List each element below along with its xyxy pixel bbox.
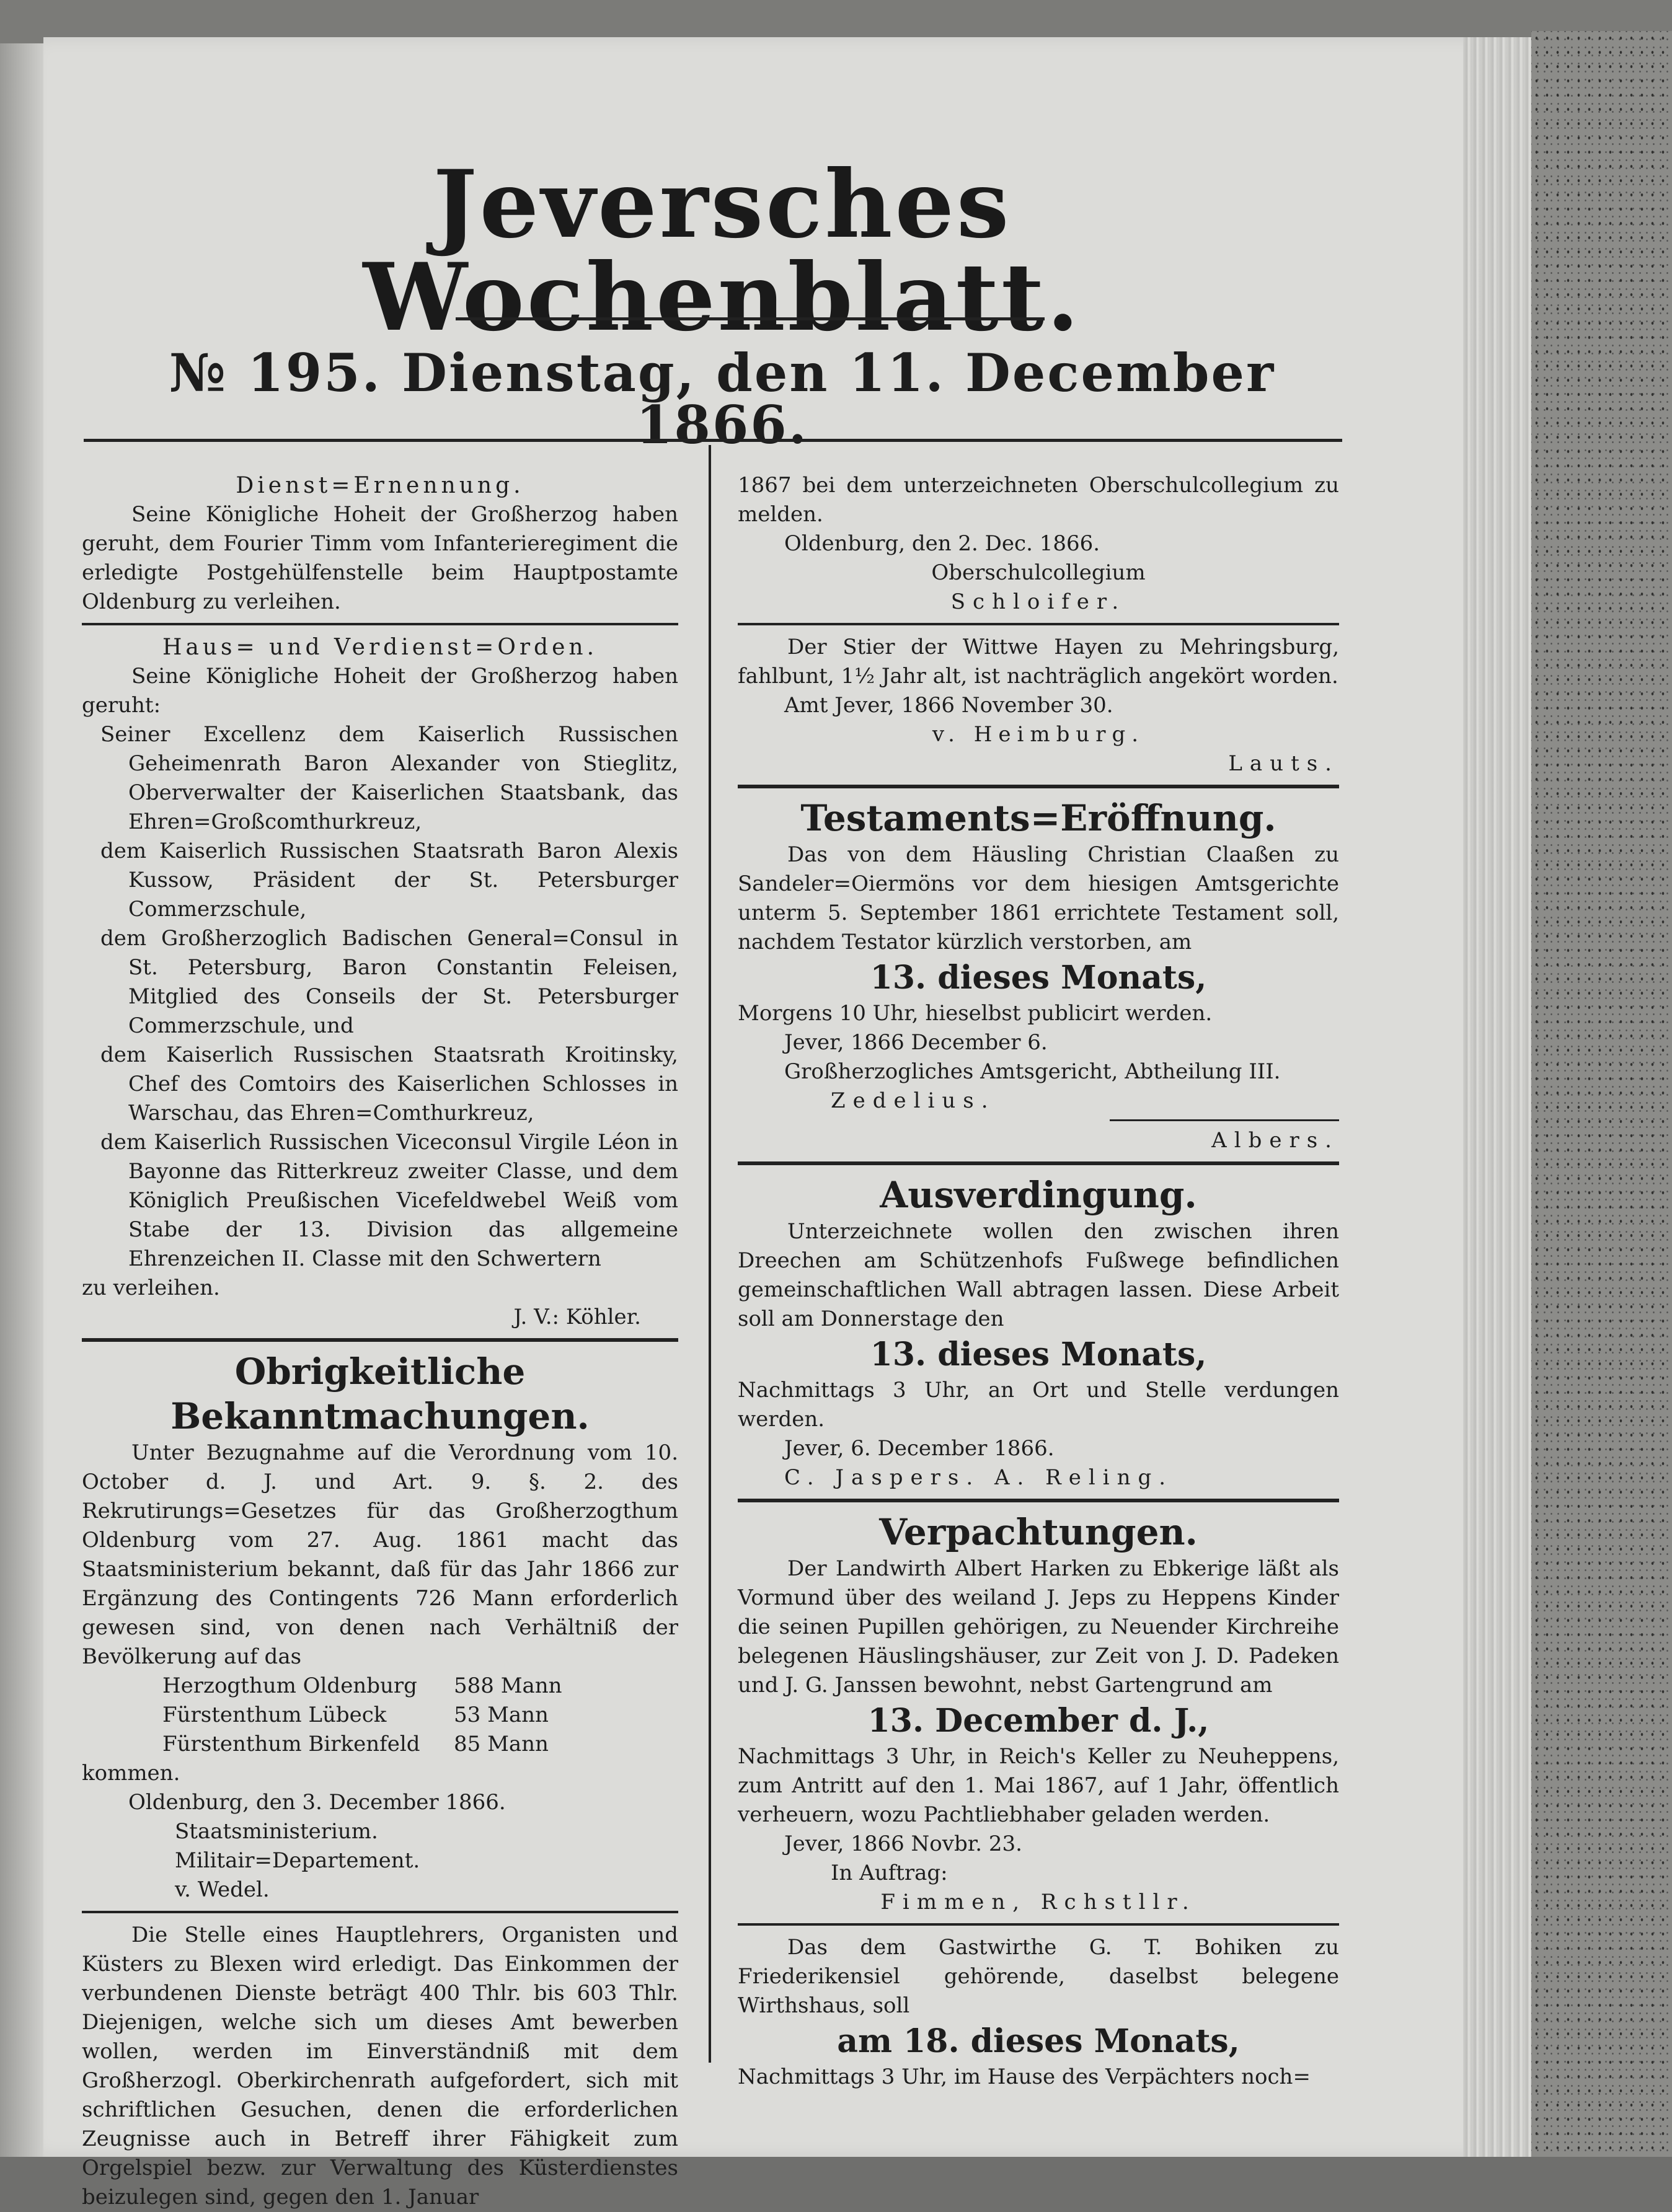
article-text: Unterzeichnete wollen den zwischen ihren Dreechen am Schützenhofs Fußwege befindlichen gemeinschaftlichen Wall abtragen lassen. Diese Arbeit soll am Donnerstage den — [738, 1219, 1339, 1331]
highlight-date: 13. dieses Monats, — [870, 1336, 1207, 1373]
divider — [738, 1923, 1339, 1926]
article-text: Nachmittags 3 Uhr, im Hause des Verpächters noch= — [738, 2064, 1311, 2089]
divider — [82, 1338, 678, 1342]
dateline: Jever, 1866 Novbr. 23. — [784, 1831, 1022, 1856]
dateline: Amt Jever, 1866 November 30. — [784, 693, 1113, 718]
list-item: dem Kaiserlich Russischen Viceconsul Virgile Léon in Bayonne das Ritterkreuz zweiter Classe, und dem Königlich Preußischen Vicefeldwebel Weiß vom Stabe der 13. Division das allgemeine Ehrenzeichen II. Classe mit den Schwertern — [100, 1130, 678, 1271]
list-item: dem Großherzoglich Badischen General=Consul in St. Petersburg, Baron Constantin Feleisen, Mitglied des Conseils der St. Petersburger Commerzschule, und — [100, 926, 678, 1038]
article-text: Morgens 10 Uhr, hieselbst publicirt werden. — [738, 1001, 1213, 1026]
signature: C. Jaspers. A. Reling. — [784, 1465, 1174, 1490]
article-text: Das dem Gastwirthe G. T. Bohiken zu Friederikensiel gehörende, daselbst belegene Wirthshaus, soll — [738, 1935, 1339, 2018]
divider — [738, 623, 1339, 625]
page-stack-edge — [1463, 37, 1531, 2157]
signature: Fimmen, Rchstllr. — [880, 1890, 1196, 1915]
article-text: Der Stier der Wittwe Hayen zu Mehringsburg, fahlbunt, 1½ Jahr alt, ist nachträglich angekört worden. — [738, 635, 1339, 689]
list-item: Seiner Excellenz dem Kaiserlich Russischen Geheimenrath Baron Alexander von Stieglitz, Oberverwalter der Kaiserlichen Staatsbank, das Ehren=Großcomthurkreuz, — [100, 722, 678, 834]
divider — [82, 623, 678, 625]
masthead-rule — [456, 317, 1045, 320]
article-text: Der Landwirth Albert Harken zu Ebkerige läßt als Vormund über des weiland J. Jeps zu Heppens Kinder die seinen Pupillen gehörigen, zu Neuender Kirchreihe belegenen Häuslingshäuser, zur Zeit von J. D. Padeken und J. G. Janssen bewohnt, nebst Gartengrund am — [738, 1556, 1339, 1698]
article-text: 1867 bei dem unterzeichneten Oberschulcollegium zu melden. — [738, 473, 1339, 527]
dateline: Jever, 1866 December 6. — [784, 1030, 1048, 1055]
left-column — [82, 471, 678, 2212]
divider — [738, 785, 1339, 788]
table-row — [82, 1672, 678, 1701]
header-rule — [84, 439, 1342, 442]
section-heading: Haus= und Verdienst=Orden. — [162, 635, 598, 660]
divider — [738, 1161, 1339, 1165]
highlight-date: 13. December d. J., — [867, 1702, 1210, 1740]
dateline: Jever, 6. December 1866. — [784, 1436, 1055, 1461]
article-text: Nachmittags 3 Uhr, in Reich's Keller zu Neuheppens, zum Antritt auf den 1. Mai 1867, auf 1 Jahr, öffentlich verheuern, wozu Pachtliebhaber geladen werden. — [738, 1744, 1339, 1827]
list-item: dem Kaiserlich Russischen Staatsrath Kroitinsky, Chef des Comtoirs des Kaiserlichen Schlosses in Warschau, das Ehren=Comthurkreuz, — [100, 1042, 678, 1126]
dateline: Oldenburg, den 2. Dec. 1866. — [784, 531, 1100, 556]
organisation: Militair=Departement. — [175, 1848, 420, 1873]
divider — [82, 1911, 678, 1913]
section-heading: Ausverdingung. — [880, 1174, 1197, 1216]
list-item: dem Kaiserlich Russischen Staatsrath Baron Alexis Kussow, Präsident der St. Petersburger Commerzschule, — [100, 839, 678, 922]
section-heading: Testaments=Eröffnung. — [800, 797, 1276, 839]
table-row — [82, 1730, 678, 1759]
signature: Lauts. — [1228, 751, 1339, 776]
signature: v. Wedel. — [175, 1877, 270, 1902]
divider — [1110, 1119, 1339, 1121]
organisation: Staatsministerium. — [175, 1819, 378, 1844]
signature: In Auftrag: — [831, 1861, 948, 1885]
previous-page-edge — [0, 43, 43, 2157]
signature: Zedelius. — [831, 1088, 996, 1113]
article-text: Unter Bezugnahme auf die Verordnung vom 10. October d. J. und Art. 9. §. 2. des Rekrutirungs=Gesetzes für das Großherzogthum Oldenburg vom 27. Aug. 1861 macht das Staatsministerium bekannt, daß für das Jahr 1866 zur Ergänzung des Contingents 726 Mann erforderlich gewesen sind, von denen nach Verhältniß der Bevölkerung auf das — [82, 1440, 678, 1669]
issue-line: № 195. Dienstag, den 11. December 1866. — [169, 342, 1276, 456]
signature: v. Heimburg. — [932, 722, 1145, 747]
section-heading: Verpachtungen. — [879, 1511, 1198, 1553]
table-cell: 53 Mann — [454, 1703, 549, 1727]
article-text: Die Stelle eines Hauptlehrers, Organisten und Küsters zu Blexen wird erledigt. Das Einkommen der verbundenen Dienste beträgt 400 Thlr. bis 603 Thlr. Diejenigen, welche sich um dieses Amt bewerben wollen, werden im Einverständniß mit dem Großherzogl. Oberkirchenrath aufgefordert, sich mit schriftlichen Gesuchen, denen die erforderlichen Zeugnisse auch in Betreff ihrer Fähigkeit zum Orgelspiel bezw. zur Verwaltung des Küsterdienstes beizulegen sind, gegen den 1. Januar — [82, 1923, 678, 2210]
article-text: Seine Königliche Hoheit der Großherzog haben geruht, dem Fourier Timm vom Infanterieregiment die erledigte Postgehülfenstelle beim Hauptpostamte Oldenburg zu verleihen. — [82, 502, 678, 614]
section-heading: Dienst=Ernennung. — [236, 473, 524, 498]
dateline: Oldenburg, den 3. December 1866. — [128, 1790, 506, 1815]
organisation: Großherzogliches Amtsgericht, Abtheilung III. — [784, 1059, 1281, 1084]
article-text: zu verleihen. — [82, 1276, 220, 1300]
table-cell: 85 Mann — [454, 1732, 549, 1756]
table-cell: Fürstenthum Birkenfeld — [162, 1732, 420, 1756]
divider — [738, 1499, 1339, 1502]
highlight-date: 13. dieses Monats, — [870, 959, 1207, 997]
signature: J. V.: Köhler. — [513, 1305, 641, 1329]
signature: Schloifer. — [950, 589, 1126, 614]
column-divider — [709, 445, 711, 2063]
article-text: Das von dem Häusling Christian Claaßen zu Sandeler=Oiermöns vor dem hiesigen Amtsgerichte unterm 5. September 1861 errichtete Testament soll, nachdem Testator kürzlich verstorben, am — [738, 842, 1339, 954]
article-text: kommen. — [82, 1761, 180, 1786]
right-column — [738, 471, 1339, 2092]
highlight-date: am 18. dieses Monats, — [837, 2022, 1240, 2060]
masthead-title: Jeversches Wochenblatt. — [363, 150, 1082, 352]
article-text: Seine Königliche Hoheit der Großherzog haben geruht: — [82, 664, 678, 718]
table-cell: Fürstenthum Lübeck — [162, 1703, 387, 1727]
organisation: Oberschulcollegium — [931, 560, 1146, 585]
table-cell: 588 Mann — [454, 1673, 562, 1698]
section-heading: Obrigkeitliche Bekanntmachungen. — [170, 1351, 590, 1437]
table-cell: Herzogthum Oldenburg — [162, 1673, 417, 1698]
signature: Albers. — [1211, 1128, 1339, 1153]
table-row — [82, 1701, 678, 1730]
book-cover-edge — [1531, 31, 1672, 2157]
article-text: Nachmittags 3 Uhr, an Ort und Stelle verdungen werden. — [738, 1378, 1339, 1432]
